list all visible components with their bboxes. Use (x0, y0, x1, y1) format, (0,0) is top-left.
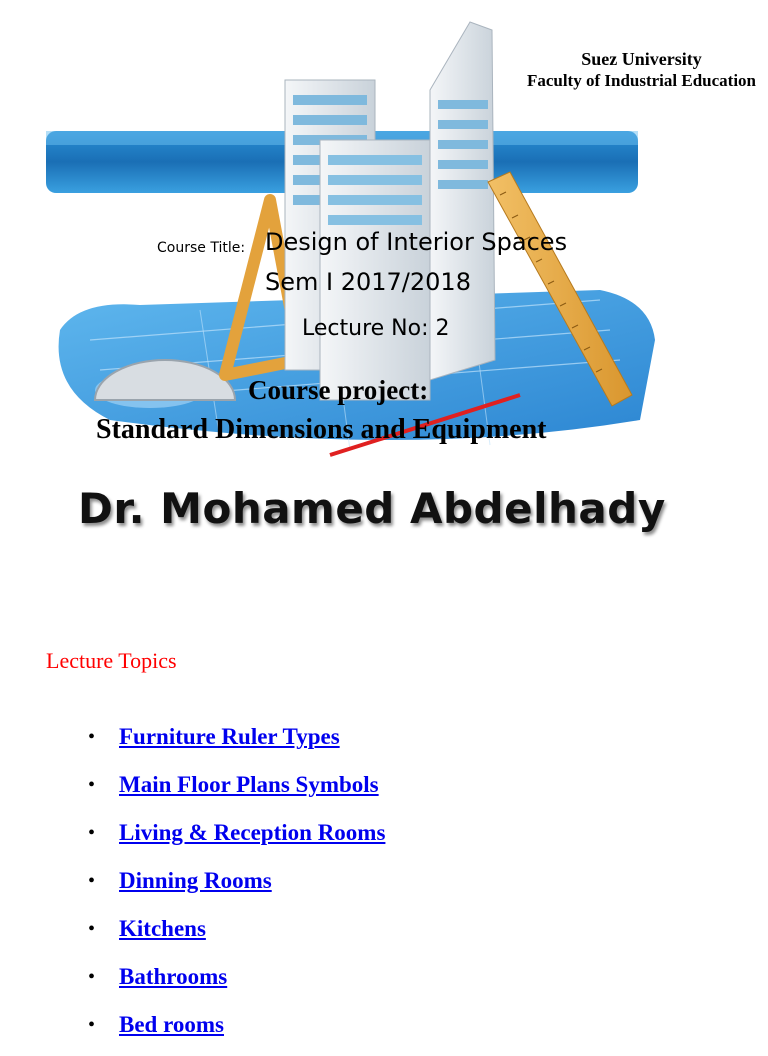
list-item (88, 720, 385, 768)
bullet-icon: • (88, 726, 96, 748)
university-name: Suez University (581, 49, 702, 69)
semester: Sem I 2017/2018 (265, 268, 471, 296)
bullet-icon: • (88, 774, 96, 796)
topic-link-living-reception-rooms[interactable]: Living & Reception Rooms (119, 820, 386, 845)
course-title: Design of Interior Spaces (265, 228, 568, 256)
topic-link-floor-plans-symbols[interactable]: Main Floor Plans Symbols (119, 772, 379, 797)
faculty-name: Faculty of Industrial Education (526, 71, 756, 90)
topic-link-kitchens[interactable]: Kitchens (119, 916, 206, 941)
list-item (88, 768, 385, 816)
list-item (88, 912, 385, 960)
list-item (88, 816, 385, 864)
bullet-icon: • (88, 822, 96, 844)
course-title-label: Course Title: (157, 240, 246, 256)
bullet-icon: • (88, 870, 96, 892)
list-item (88, 864, 385, 912)
project-title: Standard Dimensions and Equipment (96, 414, 547, 445)
institution-header (527, 48, 756, 92)
topic-link-dinning-rooms[interactable]: Dinning Rooms (119, 868, 272, 893)
bullet-icon: • (88, 1014, 96, 1036)
topics-list (88, 720, 385, 1056)
topics-heading: Lecture Topics (46, 648, 177, 673)
author-name: Dr. Mohamed Abdelhady (78, 484, 666, 533)
project-label: Course project: (248, 375, 429, 405)
topic-link-bathrooms[interactable]: Bathrooms (119, 964, 228, 989)
bullet-icon: • (88, 966, 96, 988)
topic-link-furniture-ruler-types[interactable]: Furniture Ruler Types (119, 724, 340, 749)
topic-link-bed-rooms[interactable]: Bed rooms (119, 1012, 224, 1037)
list-item (88, 1008, 385, 1056)
list-item (88, 960, 385, 1008)
lecture-number: Lecture No: 2 (302, 316, 450, 341)
bullet-icon: • (88, 918, 96, 940)
